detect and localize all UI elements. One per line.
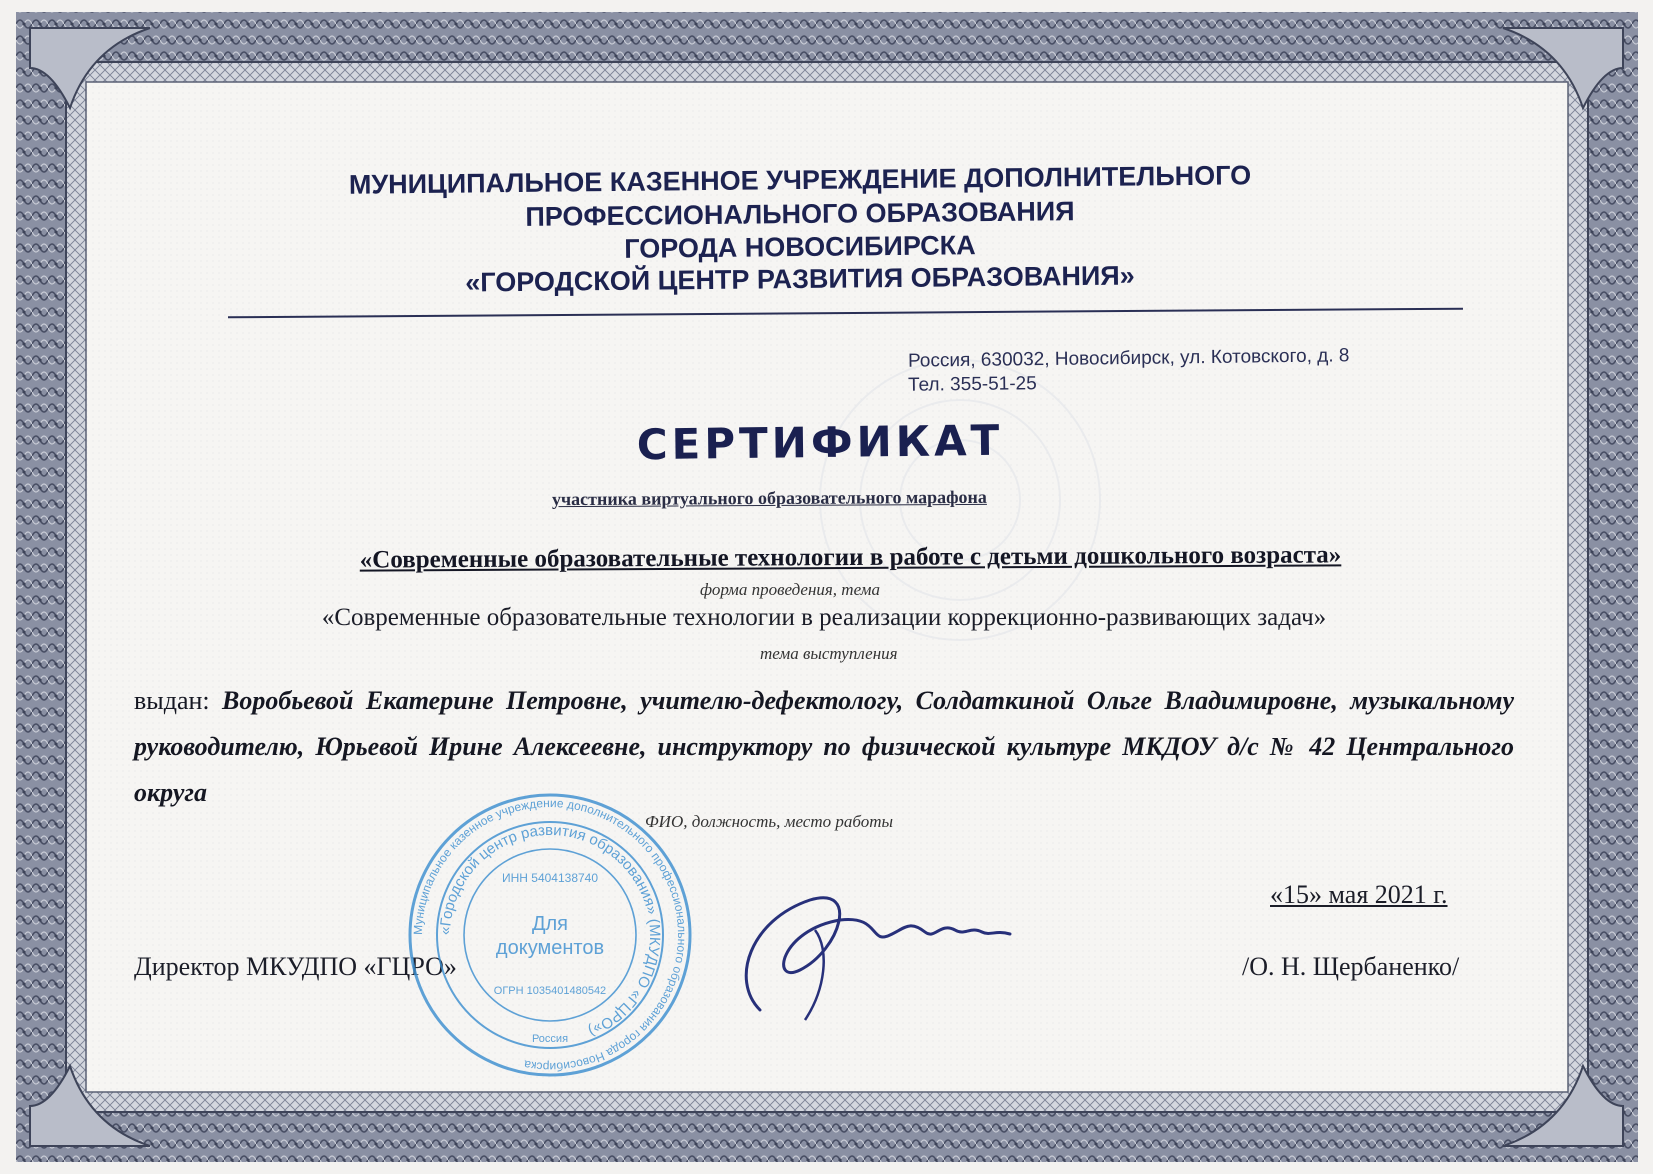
certificate-subtitle: участника виртуального образовательного марафона (551, 486, 987, 510)
event-caption: форма проведения, тема (700, 580, 881, 599)
issued-to-block (134, 678, 1514, 816)
org-line-1: МУНИЦИПАЛЬНОЕ КАЗЕННОЕ УЧРЕЖДЕНИЕ ДОПОЛНИТЕЛЬНОГО (348, 160, 1252, 200)
stamp-center-1: Для (531, 913, 569, 935)
talk-caption: тема выступления (760, 644, 898, 663)
signer-name: /О. Н. Щербаненко/ (1242, 952, 1460, 981)
issued-prefix: выдан: (134, 686, 223, 715)
org-line-3: ГОРОДА НОВОСИБИРСКА (624, 230, 976, 264)
talk-theme: «Современные образовательные технологии в реализации коррекционно-развивающих задач» (321, 604, 1327, 631)
stamp-inn: ИНН 5404138740 (501, 871, 599, 885)
org-line-2: ПРОФЕССИОНАЛЬНОГО ОБРАЗОВАНИЯ (525, 196, 1075, 232)
director-label: Директор МКУДПО «ГЦРО» (134, 952, 457, 981)
phone: Тел. 355-51-25 (907, 373, 1037, 396)
recipients: Воробьевой Екатерине Петровне, учителю-дефектологу, Солдаткиной Ольге Владимировне, музыкальному руководителю, Юрьевой Ирине Алексеевне, инструктору по физической культуре МКДОУ д/с № 42 Центрального округа (134, 686, 1514, 807)
issue-date: «15» мая 2021 г. (1270, 880, 1448, 909)
stamp-ogrn: ОГРН 1035401480542 (493, 985, 607, 997)
stamp-center-2: документов (495, 937, 605, 959)
stamp-outer-text: Муниципальное казенное учреждение дополнительного профессионального образования города Новосибирска (410, 795, 690, 1075)
event-theme: «Современные образовательные технологии в работе с детьми дошкольного возраста» (359, 541, 1342, 574)
stamp-inner-text: «Городской центр развития образования» (МКУДПО «ГЦРО») (436, 821, 664, 1040)
issued-caption: ФИО, должность, место работы (645, 812, 893, 831)
signature (720, 860, 1020, 1040)
certificate-title: СЕРТИФИКАТ (636, 415, 1004, 470)
address: Россия, 630032, Новосибирск, ул. Котовского, д. 8 (907, 345, 1350, 372)
official-seal (405, 790, 695, 1080)
stamp-country: Россия (531, 1033, 569, 1045)
org-line-4: «ГОРОДСКОЙ ЦЕНТР РАЗВИТИЯ ОБРАЗОВАНИЯ» (465, 260, 1135, 298)
